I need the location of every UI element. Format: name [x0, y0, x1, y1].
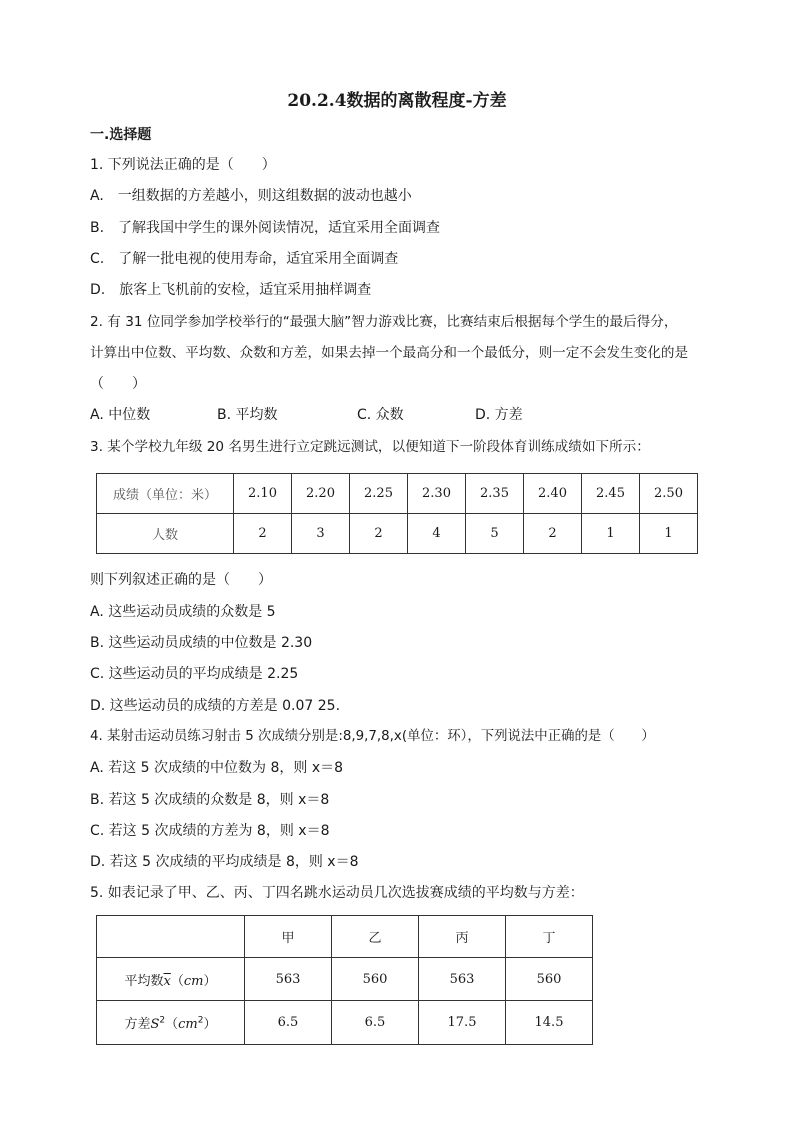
q3-question: 则下列叙述正确的是（ ） — [90, 572, 272, 588]
q3-option-c: C. 这些运动员的平均成绩是 2.25 — [90, 666, 299, 682]
q2-option-d: D. 方差 — [475, 407, 523, 423]
q4-option-b: B. 若这 5 次成绩的众数是 8，则 x＝8 — [90, 792, 330, 808]
q1-stem: 1. 下列说法正确的是（ ） — [90, 157, 276, 173]
q3-score-table — [96, 473, 698, 554]
q2-options — [90, 406, 523, 424]
q3-score-cell: 2.10 — [234, 474, 292, 514]
q3-score-cell: 2.25 — [350, 474, 408, 514]
q3-option-d: D. 这些运动员的成绩的方差是 0.07 25. — [90, 698, 341, 714]
q3-score-cell: 2.50 — [640, 474, 698, 514]
q1-option-b: B. 了解我国中学生的课外阅读情况，适宜采用全面调查 — [90, 220, 441, 236]
q3-count-cell: 2 — [234, 514, 292, 554]
q4-option-a: A. 若这 5 次成绩的中位数为 8，则 x＝8 — [90, 760, 344, 776]
q2-stem-line3: （ ） — [90, 376, 146, 392]
q5-mean-cell: 560 — [506, 958, 593, 1001]
q2-option-c: C. 众数 — [357, 407, 404, 423]
q5-variance-cell: 6.5 — [332, 1001, 419, 1045]
q5-mean-cell: 560 — [332, 958, 419, 1001]
q5-var-exponent: 2 — [159, 1015, 166, 1026]
q3-score-cell: 2.45 — [582, 474, 640, 514]
q5-var-symbol: S — [150, 1017, 160, 1032]
q5-header-cell: 甲 — [245, 916, 332, 958]
q5-corner-cell — [97, 916, 245, 958]
section-heading: 一.选择题 — [90, 127, 152, 143]
q1-option-a: A. 一组数据的方差越小，则这组数据的波动也越小 — [90, 188, 412, 204]
q5-var-unit: cm — [178, 1017, 198, 1032]
q3-score-cell: 2.40 — [524, 474, 582, 514]
q5-variance-cell: 6.5 — [245, 1001, 332, 1045]
q5-mean-label: 平均数$\overline{x}(cm)$ — [97, 958, 245, 1001]
q5-header-cell: 丙 — [419, 916, 506, 958]
q3-option-a: A. 这些运动员成绩的众数是 5 — [90, 604, 276, 620]
q3-score-cell: 2.35 — [466, 474, 524, 514]
q2-option-b: B. 平均数 — [217, 407, 278, 423]
q3-score-cell: 2.30 — [408, 474, 466, 514]
q4-stem: 4. 某射击运动员练习射击 5 次成绩分别是:8,9,7,8,x(单位：环），下列说法中正确的是（ ） — [90, 729, 655, 744]
q5-stem: 5. 如表记录了甲、乙、丙、丁四名跳水运动员几次选拔赛成绩的平均数与方差： — [90, 885, 584, 901]
q5-stats-table — [96, 915, 593, 1045]
q1-option-d: D. 旅客上飞机前的安检，适宜采用抽样调查 — [90, 282, 372, 298]
q5-mean-label-text: 平均数 — [124, 973, 164, 989]
q5-mean-row — [97, 958, 593, 1001]
q5-variance-label: 方差$S^2(cm^2)$ — [97, 1001, 245, 1045]
q3-count-cell: 4 — [408, 514, 466, 554]
q3-count-cell: 3 — [292, 514, 350, 554]
q3-option-b: B. 这些运动员成绩的中位数是 2.30 — [90, 635, 313, 651]
q3-count-label: 人数 — [97, 514, 234, 554]
q3-count-cell: 1 — [582, 514, 640, 554]
q3-score-label: 成绩（单位：米） — [97, 474, 234, 514]
q4-option-c: C. 若这 5 次成绩的方差为 8，则 x＝8 — [90, 823, 330, 839]
q3-score-cell: 2.20 — [292, 474, 350, 514]
q5-variance-row — [97, 1001, 593, 1045]
q5-var-label-text: 方差 — [124, 1017, 151, 1032]
q3-count-cell: 2 — [350, 514, 408, 554]
q3-count-cell: 1 — [640, 514, 698, 554]
q5-header-row — [97, 916, 593, 958]
page-title: 20.2.4数据的离散程度-方差 — [287, 91, 507, 111]
q3-score-row — [97, 474, 698, 514]
q2-stem-line2: 计算出中位数、平均数、众数和方差，如果去掉一个最高分和一个最低分，则一定不会发生变化的是 — [90, 345, 689, 361]
q2-stem-line1: 2. 有 31 位同学参加学校举行的“最强大脑”智力游戏比赛，比赛结束后根据每个学生的最后得分， — [90, 314, 678, 330]
q5-var-unit-exponent: 2 — [197, 1015, 204, 1026]
q3-count-cell: 5 — [466, 514, 524, 554]
q4-option-d: D. 若这 5 次成绩的平均成绩是 8，则 x＝8 — [90, 854, 359, 870]
q5-header-cell: 乙 — [332, 916, 419, 958]
q5-variance-cell: 17.5 — [419, 1001, 506, 1045]
q2-option-a: A. 中位数 — [90, 407, 151, 423]
q5-mean-cell: 563 — [419, 958, 506, 1001]
q5-mean-unit: cm — [183, 973, 204, 989]
q3-count-row — [97, 514, 698, 554]
q5-mean-symbol: $\overline{x}$ — [163, 973, 171, 989]
q5-header-cell: 丁 — [506, 916, 593, 958]
q1-option-c: C. 了解一批电视的使用寿命，适宜采用全面调查 — [90, 251, 399, 267]
q5-variance-cell: 14.5 — [506, 1001, 593, 1045]
q5-mean-cell: 563 — [245, 958, 332, 1001]
q3-count-cell: 2 — [524, 514, 582, 554]
q3-stem: 3. 某个学校九年级 20 名男生进行立定跳远测试，以便知道下一阶段体育训练成绩如下所示： — [90, 439, 650, 455]
